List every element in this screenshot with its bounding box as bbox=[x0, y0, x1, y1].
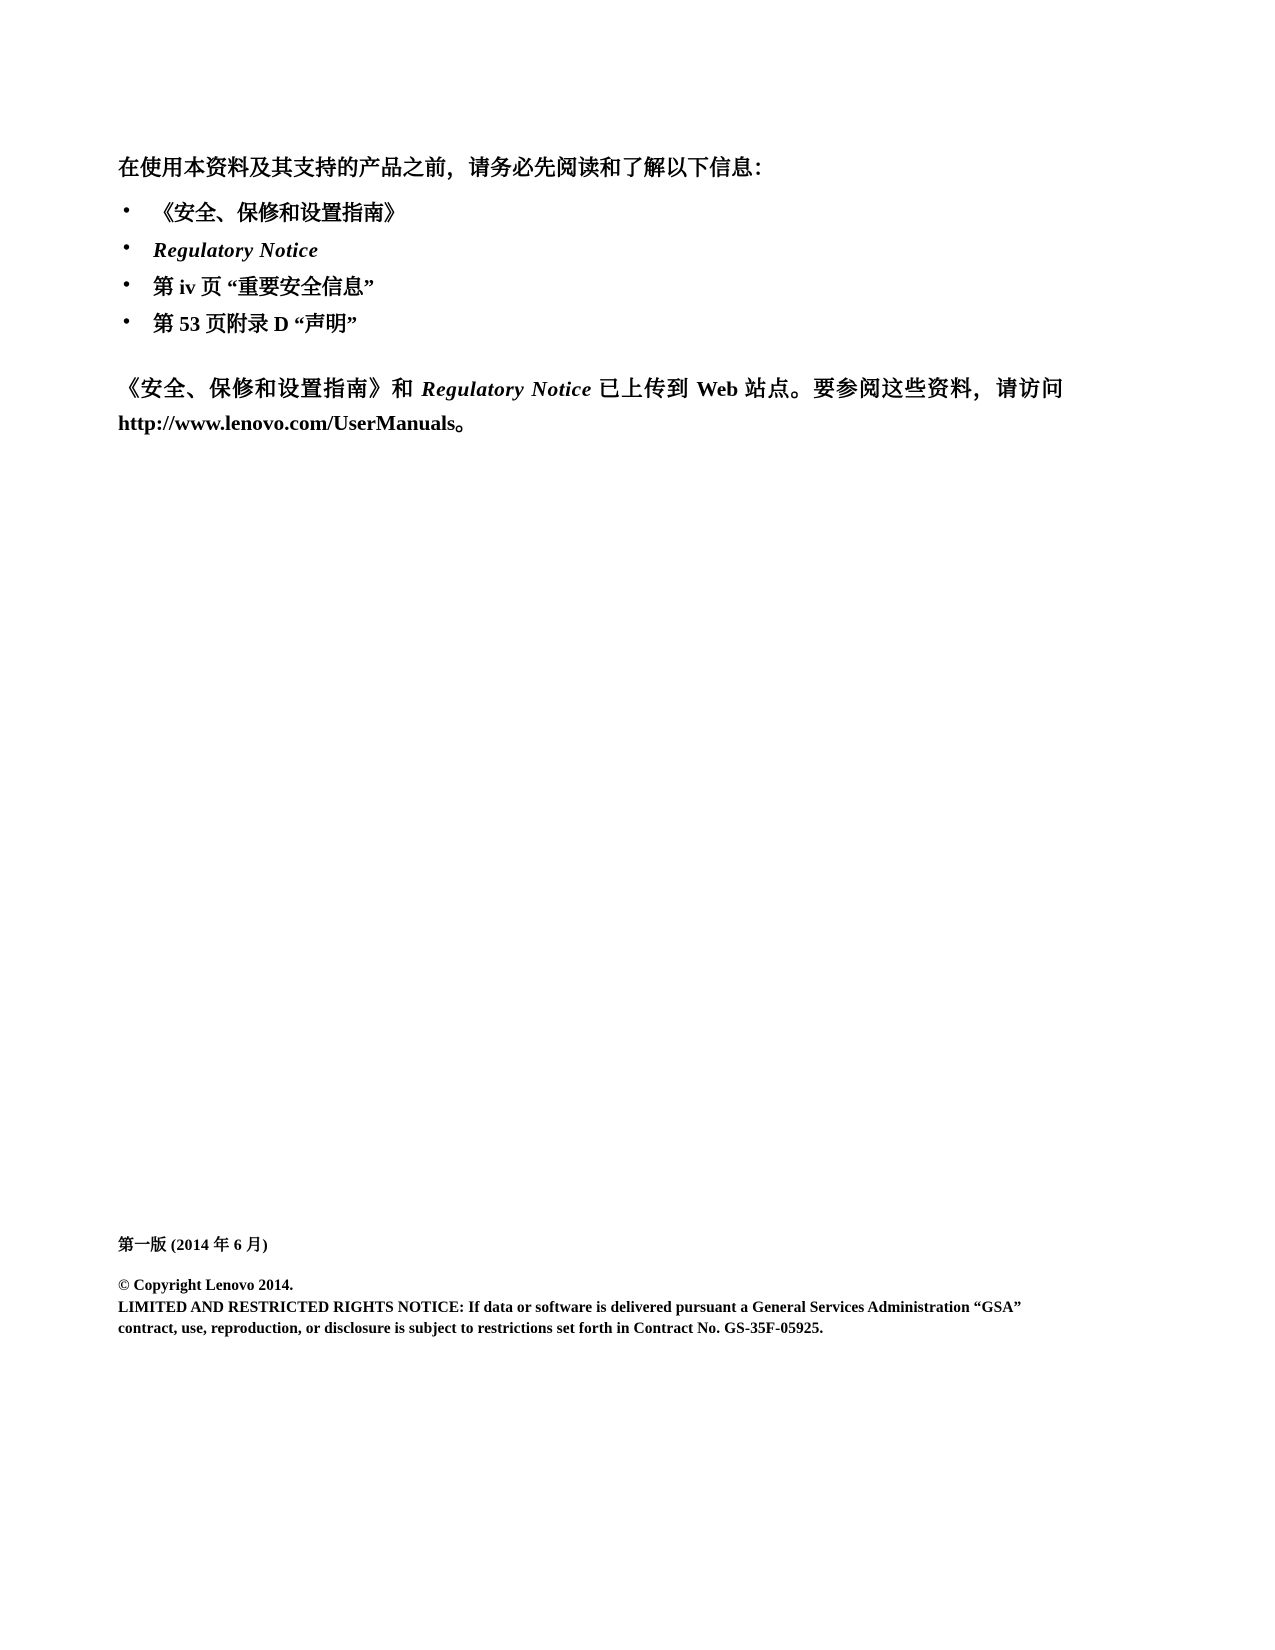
notice-list bbox=[118, 196, 1068, 341]
list-item bbox=[118, 196, 1068, 230]
web-site-paragraph bbox=[118, 372, 1063, 442]
user-manuals-url[interactable]: http://www.lenovo.com/UserManuals bbox=[118, 411, 456, 436]
intro-paragraph: 在使用本资料及其支持的产品之前，请务必先阅读和了解以下信息： bbox=[118, 156, 776, 180]
paragraph-part-2: 已上传到 Web 站点。要参阅这些资料，请访问 bbox=[591, 376, 1063, 401]
legal-notice: LIMITED AND RESTRICTED RIGHTS NOTICE: If data or software is delivered pursuant a General Services Administration “GSA” contract, use, reproduction, or disclosure is subject to restrictions set forth in Contract No. GS-35F-05925. bbox=[118, 1299, 1022, 1338]
bullet-icon: • bbox=[123, 237, 131, 260]
paragraph-part-3: 。 bbox=[455, 411, 477, 436]
bullet-icon: • bbox=[123, 274, 131, 297]
list-item-label: 第 iv 页 “重要安全信息” bbox=[153, 275, 375, 300]
list-item-label: 第 53 页附录 D “声明” bbox=[153, 312, 358, 337]
bullet-icon: • bbox=[123, 200, 131, 223]
list-item bbox=[118, 233, 1068, 267]
paragraph-part-1: 《安全、保修和设置指南》和 bbox=[118, 376, 422, 401]
footer-block bbox=[118, 1232, 1078, 1339]
list-item-label: Regulatory Notice bbox=[153, 238, 319, 263]
copyright-line: © Copyright Lenovo 2014. bbox=[118, 1277, 294, 1294]
list-item-label: 《安全、保修和设置指南》 bbox=[153, 201, 405, 226]
bullet-icon: • bbox=[123, 311, 131, 334]
list-item bbox=[118, 307, 1068, 341]
regulatory-notice-title: Regulatory Notice bbox=[421, 376, 592, 401]
intro-block bbox=[118, 152, 1068, 344]
edition-line: 第一版 (2014 年 6 月) bbox=[118, 1237, 268, 1254]
list-item bbox=[118, 270, 1068, 304]
